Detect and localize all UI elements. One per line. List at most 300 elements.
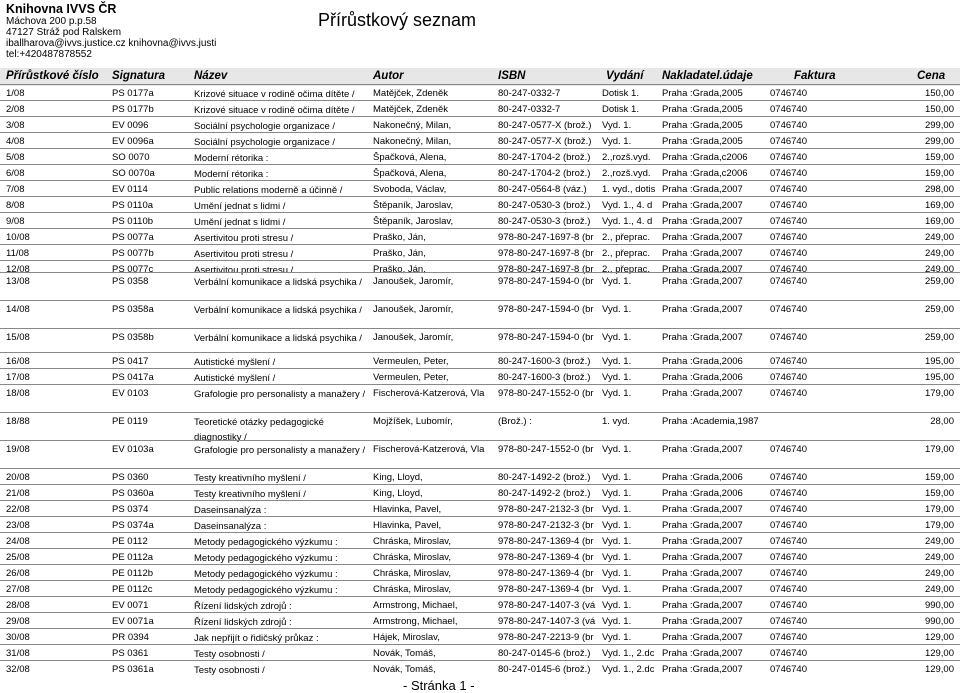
isbn-cell: 80-247-0332-7 [498, 104, 561, 115]
table-row [0, 244, 960, 261]
acquisition-number-cell: 20/08 [6, 472, 30, 483]
isbn-cell: 978-80-247-1369-4 (br [498, 568, 594, 579]
price-cell: 159,00 [924, 168, 954, 179]
publisher-cell: Praha :Grada,c2006 [662, 152, 748, 163]
publisher-cell: Praha :Grada,2005 [662, 136, 743, 147]
isbn-cell: 80-247-1600-3 (brož.) [498, 372, 591, 383]
invoice-cell: 0746740 [770, 632, 807, 643]
author-cell: Špačková, Alena, [373, 152, 447, 163]
price-cell: 150,00 [924, 88, 954, 99]
isbn-cell: 978-80-247-1697-8 (br [498, 264, 594, 275]
publisher-cell: Praha :Grada,2007 [662, 248, 743, 259]
invoice-cell: 0746740 [770, 568, 807, 579]
book-title-cell: Grafologie pro personalisty a manažery / [194, 389, 366, 400]
author-cell: Chráska, Miroslav, [373, 568, 451, 579]
isbn-cell: 978-80-247-1369-4 (br [498, 584, 594, 595]
invoice-cell: 0746740 [770, 276, 807, 287]
isbn-cell: 80-247-1492-2 (brož.) [498, 488, 591, 499]
book-title-cell: Řízení lidských zdrojů : [194, 601, 292, 612]
book-title-cell: Sociální psychologie organizace / [194, 121, 336, 132]
book-title-cell: Daseinsanalýza : [194, 505, 267, 516]
price-cell: 249,00 [924, 264, 954, 275]
col-header-title: Název [194, 70, 228, 82]
acquisition-number-cell: 18/08 [6, 388, 30, 399]
acquisition-number-cell: 1/08 [6, 88, 25, 99]
signature-cell: EV 0103a [112, 444, 154, 455]
price-cell: 990,00 [924, 600, 954, 611]
invoice-cell: 0746740 [770, 120, 807, 131]
edition-cell: Vyd. 1. [602, 472, 632, 483]
signature-cell: EV 0103 [112, 388, 149, 399]
author-cell: Špačková, Alena, [373, 168, 447, 179]
publisher-cell: Praha :Grada,2007 [662, 584, 743, 595]
publisher-cell: Praha :Grada,2007 [662, 184, 743, 195]
signature-cell: PS 0358b [112, 332, 154, 343]
edition-cell: Vyd. 1. [602, 504, 632, 515]
price-cell: 179,00 [924, 388, 954, 399]
publisher-cell: Praha :Grada,2007 [662, 200, 743, 211]
price-cell: 129,00 [924, 664, 954, 675]
library-name: Knihovna IVVS ČR [6, 2, 117, 16]
author-cell: Praško, Ján, [373, 264, 426, 275]
author-cell: Hájek, Miroslav, [373, 632, 440, 643]
signature-cell: PR 0394 [112, 632, 149, 643]
table-row [0, 132, 960, 149]
acquisition-number-cell: 21/08 [6, 488, 30, 499]
invoice-cell: 0746740 [770, 104, 807, 115]
isbn-cell: 80-247-0564-8 (váz.) [498, 184, 587, 195]
signature-cell: EV 0096 [112, 120, 149, 131]
edition-cell: Vyd. 1. [602, 632, 632, 643]
signature-cell: PE 0112b [112, 568, 154, 579]
invoice-cell: 0746740 [770, 200, 807, 211]
book-title-cell: Asertivitou proti stresu / [194, 233, 294, 244]
edition-cell: Vyd. 1. [602, 120, 632, 131]
author-cell: Novák, Tomáš, [373, 664, 436, 675]
price-cell: 259,00 [924, 332, 954, 343]
publisher-cell: Praha :Grada,2007 [662, 232, 743, 243]
table-row [0, 116, 960, 133]
book-title-cell: Metody pedagogického výzkumu : [194, 537, 338, 548]
invoice-cell: 0746740 [770, 472, 807, 483]
book-title-cell: Moderní rétorika : [194, 153, 269, 164]
price-cell: 169,00 [924, 200, 954, 211]
book-title-cell: Moderní rétorika : [194, 169, 269, 180]
publisher-cell: Praha :Grada,2007 [662, 332, 743, 343]
table-row [0, 612, 960, 629]
edition-cell: Vyd. 1. [602, 584, 632, 595]
address-line-1: Máchova 200 p.p.58 [6, 16, 97, 27]
publisher-cell: Praha :Grada,2007 [662, 276, 743, 287]
isbn-cell: 80-247-0145-6 (brož.) [498, 664, 591, 675]
price-cell: 259,00 [924, 276, 954, 287]
isbn-cell: 80-247-0577-X (brož.) [498, 136, 592, 147]
invoice-cell: 0746740 [770, 88, 807, 99]
signature-cell: PS 0374a [112, 520, 154, 531]
author-cell: Matějček, Zdeněk [373, 104, 448, 115]
publisher-cell: Praha :Grada,2006 [662, 488, 743, 499]
signature-cell: SO 0070a [112, 168, 155, 179]
table-row [0, 148, 960, 165]
col-header-edition: Vydání [606, 70, 644, 82]
price-cell: 129,00 [924, 648, 954, 659]
author-cell: Chráska, Miroslav, [373, 552, 451, 563]
acquisition-number-cell: 5/08 [6, 152, 25, 163]
signature-cell: PS 0077b [112, 248, 154, 259]
invoice-cell: 0746740 [770, 664, 807, 675]
price-cell: 28,00 [930, 416, 954, 427]
price-cell: 299,00 [924, 136, 954, 147]
author-cell: Fischerová-Katzerová, Vla [373, 444, 485, 455]
acquisition-number-cell: 2/08 [6, 104, 25, 115]
publisher-cell: Praha :Grada,2007 [662, 616, 743, 627]
page-footer: - Stránka 1 - [403, 678, 475, 693]
book-title-cell: Jak nepřijít o řidičský průkaz : [194, 633, 319, 644]
acquisition-number-cell: 32/08 [6, 664, 30, 675]
price-cell: 179,00 [924, 520, 954, 531]
publisher-cell: Praha :Grada,2006 [662, 472, 743, 483]
signature-cell: EV 0071a [112, 616, 154, 627]
edition-cell: Vyd. 1. [602, 600, 632, 611]
author-cell: Nakonečný, Milan, [373, 136, 452, 147]
publisher-cell: Praha :Grada,2007 [662, 304, 743, 315]
acquisition-number-cell: 29/08 [6, 616, 30, 627]
isbn-cell: 978-80-247-1407-3 (vá [498, 600, 596, 611]
acquisition-number-cell: 22/08 [6, 504, 30, 515]
invoice-cell: 0746740 [770, 248, 807, 259]
signature-cell: PS 0374 [112, 504, 149, 515]
invoice-cell: 0746740 [770, 184, 807, 195]
library-info [6, 2, 216, 60]
publisher-cell: Praha :Grada,2007 [662, 648, 743, 659]
table-row [0, 644, 960, 661]
book-title-cell: Asertivitou proti stresu / [194, 249, 294, 260]
signature-cell: PE 0112c [112, 584, 153, 595]
invoice-cell: 0746740 [770, 552, 807, 563]
isbn-cell: 978-80-247-1369-4 (br [498, 552, 594, 563]
signature-cell: PS 0358a [112, 304, 154, 315]
table-row [0, 196, 960, 213]
publisher-cell: Praha :Grada,2007 [662, 264, 743, 275]
table-row [0, 660, 960, 677]
book-title-cell: Grafologie pro personalisty a manažery / [194, 445, 366, 456]
table-row [0, 532, 960, 549]
isbn-cell: 80-247-0332-7 [498, 88, 561, 99]
invoice-cell: 0746740 [770, 136, 807, 147]
invoice-cell: 0746740 [770, 332, 807, 343]
publisher-cell: Praha :Grada,2007 [662, 504, 743, 515]
invoice-cell: 0746740 [770, 616, 807, 627]
publisher-cell: Praha :Grada,2006 [662, 356, 743, 367]
acquisition-number-cell: 15/08 [6, 332, 30, 343]
author-cell: Štěpaník, Jaroslav, [373, 200, 454, 211]
acquisition-number-cell: 16/08 [6, 356, 30, 367]
author-cell: Janoušek, Jaromír, [373, 276, 454, 287]
price-cell: 249,00 [924, 568, 954, 579]
acquisition-number-cell: 10/08 [6, 232, 30, 243]
edition-cell: Dotisk 1. [602, 88, 639, 99]
acquisition-number-cell: 11/08 [6, 248, 30, 259]
price-cell: 159,00 [924, 152, 954, 163]
author-cell: Fischerová-Katzerová, Vla [373, 388, 485, 399]
book-title-cell: Verbální komunikace a lidská psychika / [194, 333, 362, 344]
edition-cell: 1. vyd. [602, 416, 630, 427]
col-header-number: Přírůstkové číslo [6, 70, 99, 82]
isbn-cell: 80-247-0530-3 (brož.) [498, 216, 591, 227]
acquisition-number-cell: 25/08 [6, 552, 30, 563]
book-title-cell: Metody pedagogického výzkumu : [194, 585, 338, 596]
book-title-cell: Řízení lidských zdrojů : [194, 617, 292, 628]
publisher-cell: Praha :Grada,2007 [662, 552, 743, 563]
table-row [0, 500, 960, 517]
price-cell: 249,00 [924, 232, 954, 243]
isbn-cell: 978-80-247-1552-0 (br [498, 444, 594, 455]
table-row [0, 548, 960, 565]
signature-cell: PE 0119 [112, 416, 148, 427]
acquisition-number-cell: 9/08 [6, 216, 25, 227]
book-title-cell: Daseinsanalýza : [194, 521, 267, 532]
publisher-cell: Praha :Grada,2007 [662, 600, 743, 611]
publisher-cell: Praha :Grada,2007 [662, 216, 743, 227]
isbn-cell: 80-247-1704-2 (brož.) [498, 168, 591, 179]
signature-cell: PS 0361 [112, 648, 149, 659]
price-cell: 159,00 [924, 488, 954, 499]
signature-cell: EV 0071 [112, 600, 149, 611]
publisher-cell: Praha :Grada,2005 [662, 120, 743, 131]
acquisition-number-cell: 4/08 [6, 136, 25, 147]
signature-cell: PS 0417a [112, 372, 154, 383]
book-title-cell: Metody pedagogického výzkumu : [194, 553, 338, 564]
invoice-cell: 0746740 [770, 264, 807, 275]
book-title-cell: Sociální psychologie organizace / [194, 137, 336, 148]
price-cell: 169,00 [924, 216, 954, 227]
signature-cell: PS 0177b [112, 104, 154, 115]
acquisition-number-cell: 8/08 [6, 200, 25, 211]
invoice-cell: 0746740 [770, 600, 807, 611]
publisher-cell: Praha :Grada,2007 [662, 568, 743, 579]
book-title-cell: Testy kreativního myšlení / [194, 473, 306, 484]
book-title-cell: Krizové situace v rodině očima dítěte / [194, 89, 355, 100]
acquisition-number-cell: 30/08 [6, 632, 30, 643]
table-row [0, 272, 960, 301]
table-row [0, 352, 960, 369]
table-row [0, 596, 960, 613]
invoice-cell: 0746740 [770, 444, 807, 455]
book-title-cell: Public relations moderně a účinně / [194, 185, 343, 196]
invoice-cell: 0746740 [770, 488, 807, 499]
author-cell: Hlavinka, Pavel, [373, 504, 442, 515]
publisher-cell: Praha :Grada,2007 [662, 444, 743, 455]
price-cell: 195,00 [924, 372, 954, 383]
isbn-cell: 978-80-247-1594-0 (br [498, 304, 594, 315]
price-cell: 150,00 [924, 104, 954, 115]
price-cell: 249,00 [924, 248, 954, 259]
isbn-cell: 978-80-247-1697-8 (br [498, 248, 594, 259]
author-cell: Janoušek, Jaromír, [373, 332, 454, 343]
edition-cell: Dotisk 1. [602, 104, 639, 115]
table-row [0, 300, 960, 329]
price-cell: 249,00 [924, 536, 954, 547]
invoice-cell: 0746740 [770, 152, 807, 163]
edition-cell: 2., přeprac. [602, 264, 651, 275]
table-row [0, 164, 960, 181]
signature-cell: PS 0177a [112, 88, 154, 99]
invoice-cell: 0746740 [770, 168, 807, 179]
edition-cell: Vyd. 1. [602, 616, 632, 627]
publisher-cell: Praha :Academia,1987 [662, 416, 759, 427]
table-row [0, 368, 960, 385]
edition-cell: Vyd. 1. [602, 372, 632, 383]
edition-cell: 2., přeprac. [602, 248, 651, 259]
book-title-cell: Verbální komunikace a lidská psychika / [194, 277, 362, 288]
book-title-cell: Umění jednat s lidmi / [194, 217, 286, 228]
col-header-invoice: Faktura [794, 70, 836, 82]
book-title-cell: Verbální komunikace a lidská psychika / [194, 305, 362, 316]
edition-cell: Vyd. 1. [602, 332, 632, 343]
book-title-cell: Autistické myšlení / [194, 357, 276, 368]
price-cell: 195,00 [924, 356, 954, 367]
publisher-cell: Praha :Grada,2007 [662, 388, 743, 399]
isbn-cell: 80-247-1492-2 (brož.) [498, 472, 591, 483]
isbn-cell: 978-80-247-1369-4 (br [498, 536, 594, 547]
edition-cell: Vyd. 1., 2.dc [602, 664, 655, 675]
table-row [0, 440, 960, 469]
publisher-cell: Praha :Grada,2007 [662, 632, 743, 643]
edition-cell: Vyd. 1. [602, 388, 632, 399]
acquisition-number-cell: 23/08 [6, 520, 30, 531]
isbn-cell: (Brož.) : [498, 416, 532, 427]
publisher-cell: Praha :Grada,2007 [662, 520, 743, 531]
book-title-cell: Umění jednat s lidmi / [194, 201, 286, 212]
phone: tel:+420487878552 [6, 49, 92, 60]
edition-cell: Vyd. 1. [602, 488, 632, 499]
author-cell: Nakonečný, Milan, [373, 120, 452, 131]
invoice-cell: 0746740 [770, 304, 807, 315]
isbn-cell: 978-80-247-1697-8 (br [498, 232, 594, 243]
table-row [0, 84, 960, 101]
col-header-price: Cena [917, 70, 946, 82]
author-cell: Hlavinka, Pavel, [373, 520, 442, 531]
price-cell: 129,00 [924, 632, 954, 643]
edition-cell: Vyd. 1. [602, 276, 632, 287]
acquisition-number-cell: 24/08 [6, 536, 30, 547]
invoice-cell: 0746740 [770, 356, 807, 367]
edition-cell: 2., přeprac. [602, 232, 651, 243]
isbn-cell: 80-247-0577-X (brož.) [498, 120, 592, 131]
table-row [0, 180, 960, 197]
book-title-cell: Metody pedagogického výzkumu : [194, 569, 338, 580]
edition-cell: Vyd. 1. [602, 304, 632, 315]
author-cell: Armstrong, Michael, [373, 616, 458, 627]
edition-cell: Vyd. 1., 2.dc [602, 648, 655, 659]
price-cell: 179,00 [924, 504, 954, 515]
emails: iballharova@ivvs.justice.cz knihovna@ivvs.justi [6, 38, 217, 49]
author-cell: Štěpaník, Jaroslav, [373, 216, 454, 227]
edition-cell: Vyd. 1., 4. d [602, 216, 653, 227]
isbn-cell: 80-247-0145-6 (brož.) [498, 648, 591, 659]
publisher-cell: Praha :Grada,2005 [662, 104, 743, 115]
price-cell: 990,00 [924, 616, 954, 627]
isbn-cell: 978-80-247-2132-3 (br [498, 504, 594, 515]
acquisition-number-cell: 27/08 [6, 584, 30, 595]
edition-cell: Vyd. 1. [602, 356, 632, 367]
edition-cell: Vyd. 1. [602, 536, 632, 547]
col-header-signature: Signatura [112, 70, 166, 82]
acquisition-number-cell: 28/08 [6, 600, 30, 611]
acquisition-number-cell: 14/08 [6, 304, 30, 315]
book-title-cell: Testy osobnosti / [194, 665, 265, 676]
signature-cell: PS 0360a [112, 488, 154, 499]
acquisition-number-cell: 3/08 [6, 120, 25, 131]
author-cell: Vermeulen, Peter, [373, 372, 449, 383]
invoice-cell: 0746740 [770, 504, 807, 515]
isbn-cell: 978-80-247-1552-0 (br [498, 388, 594, 399]
acquisition-number-cell: 12/08 [6, 264, 30, 275]
signature-cell: PS 0077a [112, 232, 154, 243]
edition-cell: 2.,rozš.vyd. [602, 168, 651, 179]
price-cell: 259,00 [924, 304, 954, 315]
invoice-cell: 0746740 [770, 232, 807, 243]
author-cell: Svoboda, Václav, [373, 184, 447, 195]
invoice-cell: 0746740 [770, 536, 807, 547]
publisher-cell: Praha :Grada,c2006 [662, 168, 748, 179]
invoice-cell: 0746740 [770, 584, 807, 595]
table-row [0, 564, 960, 581]
table-row [0, 100, 960, 117]
author-cell: Janoušek, Jaromír, [373, 304, 454, 315]
table-row [0, 212, 960, 229]
isbn-cell: 80-247-1600-3 (brož.) [498, 356, 591, 367]
isbn-cell: 978-80-247-1594-0 (br [498, 332, 594, 343]
publisher-cell: Praha :Grada,2006 [662, 372, 743, 383]
invoice-cell: 0746740 [770, 388, 807, 399]
acquisition-number-cell: 26/08 [6, 568, 30, 579]
table-row [0, 628, 960, 645]
signature-cell: PS 0110b [112, 216, 154, 227]
author-cell: Chráska, Miroslav, [373, 536, 451, 547]
author-cell: Praško, Ján, [373, 248, 426, 259]
table-row [0, 580, 960, 597]
edition-cell: Vyd. 1., 4. d [602, 200, 653, 211]
signature-cell: PS 0417 [112, 356, 149, 367]
isbn-cell: 978-80-247-2213-9 (br [498, 632, 594, 643]
book-title-cell: Testy osobnosti / [194, 649, 265, 660]
signature-cell: PS 0077c [112, 264, 154, 275]
signature-cell: PS 0360 [112, 472, 149, 483]
invoice-cell: 0746740 [770, 372, 807, 383]
isbn-cell: 978-80-247-1594-0 (br [498, 276, 594, 287]
table-row [0, 384, 960, 413]
author-cell: Armstrong, Michael, [373, 600, 458, 611]
author-cell: Praško, Ján, [373, 232, 426, 243]
publisher-cell: Praha :Grada,2007 [662, 536, 743, 547]
author-cell: Vermeulen, Peter, [373, 356, 449, 367]
acquisition-number-cell: 19/08 [6, 444, 30, 455]
author-cell: Matějček, Zdeněk [373, 88, 448, 99]
signature-cell: PS 0110a [112, 200, 154, 211]
acquisition-number-cell: 18/88 [6, 416, 30, 427]
author-cell: Novák, Tomáš, [373, 648, 436, 659]
signature-cell: PE 0112 [112, 536, 148, 547]
price-cell: 159,00 [924, 472, 954, 483]
table-row [0, 412, 960, 441]
edition-cell: Vyd. 1. [602, 520, 632, 531]
signature-cell: EV 0096a [112, 136, 154, 147]
table-row [0, 516, 960, 533]
price-cell: 298,00 [924, 184, 954, 195]
acquisition-number-cell: 13/08 [6, 276, 30, 287]
col-header-publisher: Nakladatel.údaje [662, 70, 753, 82]
